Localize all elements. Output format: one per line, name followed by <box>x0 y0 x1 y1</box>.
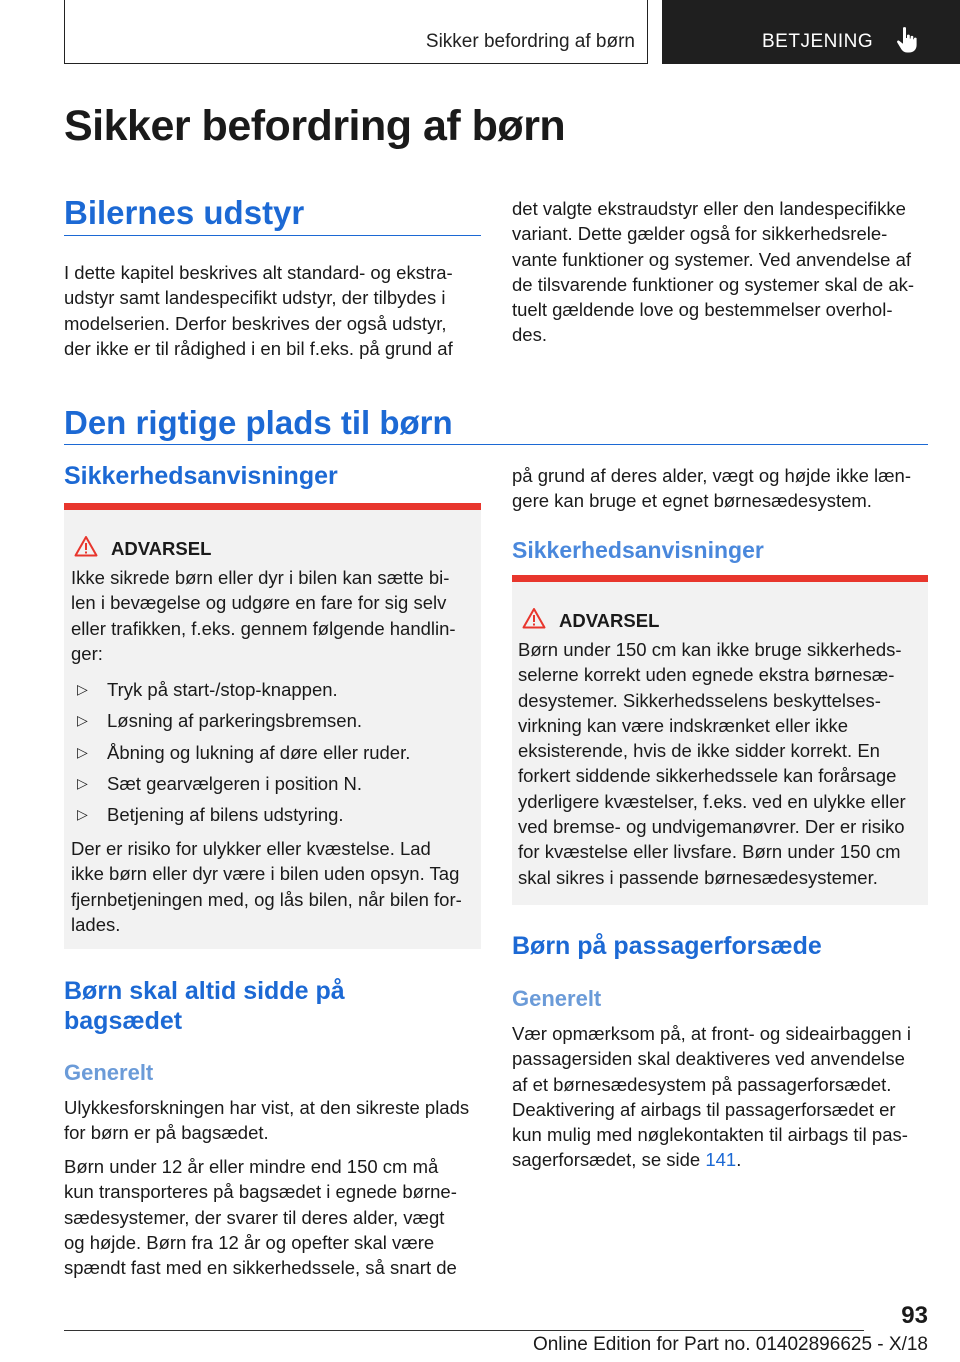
triangle-bullet-icon: ▷ <box>77 743 88 760</box>
footer-rule <box>64 1330 864 1331</box>
warning-box-right <box>512 575 928 905</box>
equipment-text-left: I dette kapitel beskrives alt standard- og ekstra- udstyr samt landespecifikt udstyr, der tilbydes i modelserien. Derfor beskrives der også udstyr, der ikke er til rådighed i en bil f.eks. på grund af <box>64 262 453 359</box>
subheading-safety-right: Sikkerhedsanvisninger <box>512 537 764 563</box>
passenger-seat-paragraph: Vær opmærksom på, at front- og sideairbaggen i passagersiden skal deaktiveres ved anvendelse af et børnesædesystem på passagerforsædet. Deaktivering af airbags til passagerforsædet er kun mulig med nøglekontakten til airbags til pas- sagerforsædet, se side 141. <box>512 1023 911 1171</box>
header-section-tab <box>64 0 648 64</box>
subheading-rear-seat: Børn skal altid sidde på bagsædet <box>64 977 345 1035</box>
triangle-bullet-icon: ▷ <box>77 681 88 697</box>
pointing-hand-icon <box>894 26 920 54</box>
header-chapter-label: BETJENING <box>762 31 874 52</box>
warning-label: ADVARSEL <box>559 610 660 631</box>
rear-seat-paragraph-continued: på grund af deres alder, vægt og højde ikke læn- gere kan bruge et egnet børnesædesystem. <box>512 465 912 512</box>
page-title: Sikker befordring af børn <box>64 102 566 150</box>
warning-bullet-list <box>71 677 476 833</box>
section-rule <box>64 235 481 236</box>
warning-triangle-icon <box>74 535 98 557</box>
equipment-text-right: det valgte ekstraudstyr eller den landespecifikke variant. Dette gælder også for sikkerhedsrele- vante funktioner og systemer. Ved anvendelse af de tilsvarende funktioner og systemer skal de ak- tuelt gældende love og bestemmelser overhol- des. <box>512 198 915 346</box>
triangle-bullet-icon: ▷ <box>77 774 88 791</box>
warning-triangle-icon <box>522 607 546 629</box>
rear-seat-paragraph-2: Børn under 12 år eller mindre end 150 cm må kun transporteres på bagsædet i egnede børne- sædesystemer, der svarer til deres alder, vægt og højde. Børn fra 12 år og opefter skal være spændt fast med en sikkerhedssele, så snart de <box>64 1156 457 1279</box>
triangle-bullet-icon: ▷ <box>77 806 88 823</box>
list-item: ▷ Betjening af bilens udstyring. <box>77 804 344 826</box>
section-heading-seating: Den rigtige plads til børn <box>64 404 453 441</box>
warning-intro: Ikke sikrede børn eller dyr i bilen kan sætte bi- len i bevægelse og udgøre en fare for sig selv eller trafikken, f.eks. gennem følgende handlin- ger: <box>71 567 456 664</box>
page-number: 93 <box>901 1302 928 1329</box>
list-item: ▷ Åbning og lukning af døre eller ruder. <box>77 741 411 763</box>
rear-seat-paragraph-1: Ulykkesforskningen har vist, at den sikreste plads for børn er på bagsædet. <box>64 1097 470 1144</box>
header-section-title: Sikker befordring af børn <box>425 31 635 52</box>
subheading-general-left: Generelt <box>64 1060 154 1085</box>
triangle-bullet-icon: ▷ <box>77 712 88 729</box>
page-reference-link[interactable]: 141 <box>705 1149 737 1171</box>
list-item: ▷ Sæt gearvælgeren i position N. <box>77 772 363 794</box>
header-chapter-tab[interactable] <box>662 0 960 64</box>
list-item: ▷ Tryk på start-/stop-knappen. <box>77 679 338 700</box>
warning-label: ADVARSEL <box>111 538 212 559</box>
subheading-general-right: Generelt <box>512 986 602 1011</box>
section-heading-equipment: Bilernes udstyr <box>64 194 305 231</box>
list-item: ▷ Løsning af parkeringsbremsen. <box>77 710 363 732</box>
subheading-safety-left: Sikkerhedsanvisninger <box>64 462 338 490</box>
footer-edition: Online Edition for Part no. 01402896625 - X/18 <box>532 1334 928 1355</box>
subheading-passenger-seat: Børn på passagerforsæde <box>512 932 822 960</box>
section-rule <box>64 444 928 445</box>
warning-body: Børn under 150 cm kan ikke bruge sikkerheds- selerne korrekt uden egnede ekstra børnesæ- desystemer. Sikkerhedsselens beskyttelses- virkning kan være indskrænket eller ikke eksisterende, hvis de ikke sidder korrekt. En forkert siddende sikkerhedssele kan forårsage yderligere kvæstelser, f.eks. ved en ulykke eller ved bremse- og undvigemanøvrer. Der er risiko for kvæstelse eller livsfare. Børn under 150 cm skal sikres i passende børnesædesystemer. <box>518 639 906 888</box>
warning-box-left <box>64 503 481 949</box>
warning-outro: Der er risiko for ulykker eller kvæstelse. Lad ikke børn eller dyr være i bilen uden opsyn. Tag fjernbetjeningen med, og lås bilen, når bilen for- lades. <box>71 838 462 935</box>
